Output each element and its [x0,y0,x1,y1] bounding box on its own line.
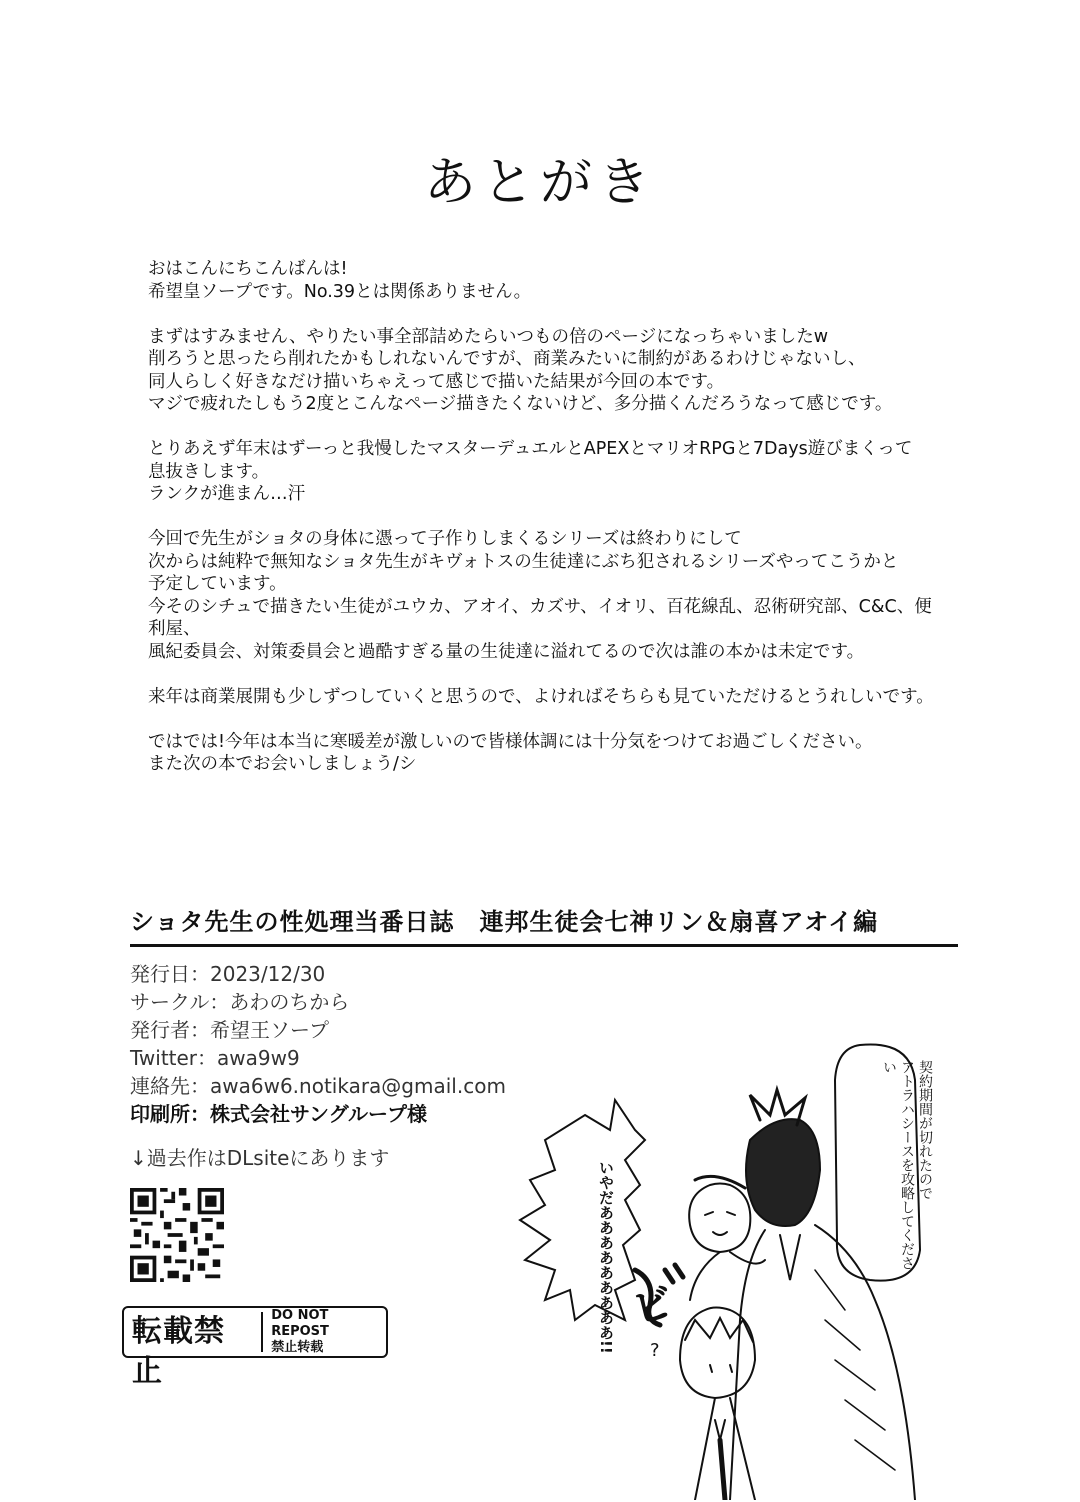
no-repost-badge-en: DO NOT REPOST [271,1308,329,1339]
issue-date: 発行日：2023/12/30 [130,962,326,986]
tall-man-head [746,1119,820,1226]
colophon-book-title: ショタ先生の性処理当番日誌 連邦生徒会七神リン＆扇喜アオイ編 [130,908,879,936]
afterword-paragraph: 来年は商業展開も少しずつしていくと思うので、よければそちらも見ていただけるとうれしいです。 [148,686,934,707]
afterword-paragraph: おはこんにちこんばんは! 希望皇ソープです。No.39とは関係ありません。 [148,259,532,302]
sfx-text: ビ [627,1279,679,1335]
colophon-divider [130,944,958,947]
afterword-body [148,258,948,798]
twitter-handle: Twitter：awa9w9 [130,1046,300,1070]
printer-name: 印刷所：株式会社サングループ様 [130,1102,427,1126]
circle-name: サークル：あわのちから [130,990,350,1014]
contact-email: 連絡先：awa6w6.notikara@gmail.com [130,1074,506,1098]
speech-text-left: いやだあああああああああ!! [597,1160,615,1354]
afterword-paragraph: 今回で先生がショタの身体に憑って子作りしまくるシリーズは終わりにして 次からは純粋で無知なショタ先生がキヴォトスの生徒達にぶち犯されるシリーズやってこうかと 予定しています。 今そのシチュで描きたい生徒がユウカ、アオイ、カズサ、イオリ、百花線乱、忍術研究部、C&C、便利屋、 風紀委員会、対策委員会と過酷すぎる量の生徒達に溢れてるので次は誰の本かは未定です。 [148,529,932,662]
child-on-shoulder [689,1184,750,1253]
publisher-name: 発行者：希望王ソープ [130,1018,329,1042]
page-title: あとがき [423,153,656,213]
afterword-paragraph: ではでは!今年は本当に寒暖差が激しいので皆様体調には十分気をつけてお過ごしください。 また次の本でお会いしましょう/シ [148,731,873,774]
speech-text-right: 契約期間が切れたので アトラハシースを攻略してください [881,1060,933,1270]
no-repost-badge-main: 転載禁止 [124,1312,263,1352]
no-repost-badge [122,1306,388,1389]
question-mark: ? [650,1340,660,1361]
afterword-paragraph: まずはすみません、やりたい事全部詰めたらいつもの倍のページになっちゃいましたw 削ろうと思ったら削れたかもしれないんですが、商業みたいに制約があるわけじゃないし、 同人らしく好きなだけ描いちゃえって感じで描いた結果が今回の本です。 マジで疲れたしもう2度とこんなページ描きたくないけど、多分描くんだろうなって感じです。 [148,326,893,414]
no-repost-badge-small [263,1308,386,1356]
afterword-paragraph: とりあえず年末はずーっと我慢したマスターデュエルとAPEXとマリオRPGと7Days遊びまくって 息抜きします。 ランクが進まん…汗 [148,439,913,504]
dlsite-note: ↓過去作はDLsiteにあります [130,1146,390,1170]
qr-code-icon[interactable] [130,1188,224,1282]
colophon-info [130,960,506,1128]
no-repost-badge-cn: 禁止转载 [271,1340,324,1355]
